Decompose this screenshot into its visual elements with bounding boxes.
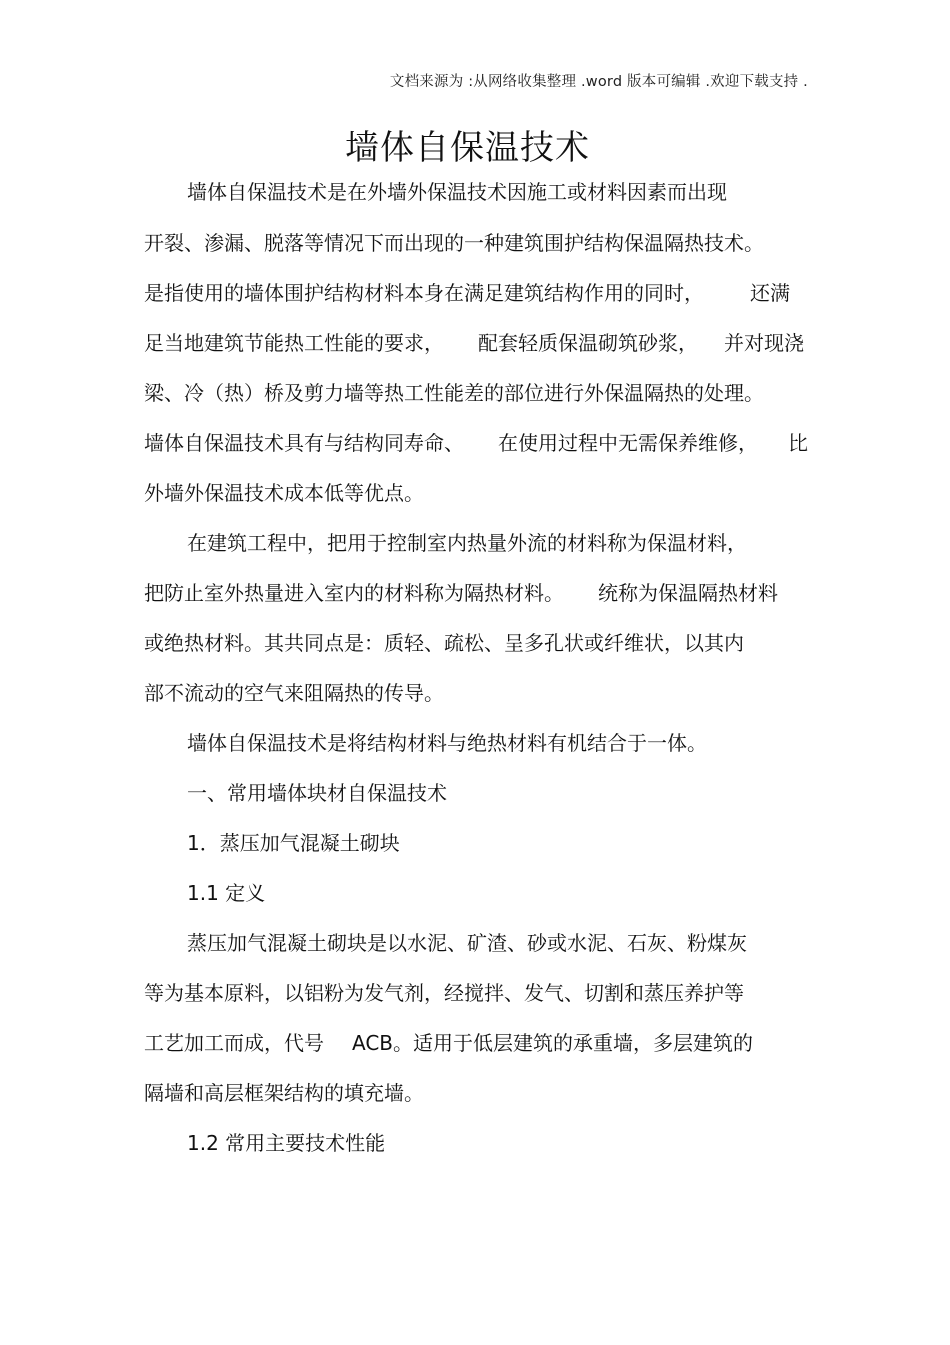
paragraph-line: 蒸压加气混凝土砌块是以水泥、矿渣、砂或水泥、石灰、粉煤灰 [187,931,747,955]
text-segment: 工艺加工而成，代号 [144,1031,324,1055]
paragraph-line [144,329,804,357]
subsection-heading: 1.1 定义 [187,881,266,905]
paragraph-line: 等为基本原料，以铝粉为发气剂，经搅拌、发气、切割和蒸压养护等 [144,981,744,1005]
paragraph-line: 或绝热材料。其共同点是：质轻、疏松、呈多孔状或纤维状，以其内 [144,631,744,655]
text-segment: 是指使用的墙体围护结构材料本身在满足建筑结构作用的同时， [144,281,704,305]
paragraph-line: 开裂、渗漏、脱落等情况下而出现的一种建筑围护结构保温隔热技术。 [144,231,764,255]
text-segment: 在使用过程中无需保养维修， [498,431,758,455]
paragraph-line: 墙体自保温技术是在外墙外保温技术因施工或材料因素而出现 [187,180,727,204]
paragraph-line: 墙体自保温技术是将结构材料与绝热材料有机结合于一体。 [187,731,707,755]
page-title: 墙体自保温技术 [345,128,590,168]
source-note: 文档来源为 :从网络收集整理 .word 版本可编辑 .欢迎下载支持 . [389,74,808,90]
text-segment: 足当地建筑节能热工性能的要求， [144,331,444,355]
paragraph-line: 梁、冷（热）桥及剪力墙等热工性能差的部位进行外保温隔热的处理。 [144,381,764,405]
paragraph-line: 在建筑工程中，把用于控制室内热量外流的材料称为保温材料， [187,531,747,555]
paragraph-line [144,279,790,307]
subsection-heading: 1.2 常用主要技术性能 [187,1131,386,1155]
paragraph-line [144,1029,753,1057]
text-segment: 比 [788,431,808,455]
text-segment: 还满 [750,281,790,305]
paragraph-line [144,579,778,607]
paragraph-line: 部不流动的空气来阻隔热的传导。 [144,681,444,705]
text-segment: 配套轻质保温砌筑砂浆， [478,331,698,355]
text-segment: 把防止室外热量进入室内的材料称为隔热材料。 [144,581,564,605]
text-segment: 墙体自保温技术具有与结构同寿命、 [144,431,464,455]
subsection-heading: 1．蒸压加气混凝土砌块 [187,831,400,855]
paragraph-line: 隔墙和高层框架结构的填充墙。 [144,1081,424,1105]
text-segment: ACB。适用于低层建筑的承重墙，多层建筑的 [352,1031,754,1055]
section-heading: 一、常用墙体块材自保温技术 [187,781,447,805]
paragraph-line [144,429,808,457]
paragraph-line: 外墙外保温技术成本低等优点。 [144,481,424,505]
text-segment: 并对现浇 [724,331,804,355]
text-segment: 统称为保温隔热材料 [598,581,778,605]
